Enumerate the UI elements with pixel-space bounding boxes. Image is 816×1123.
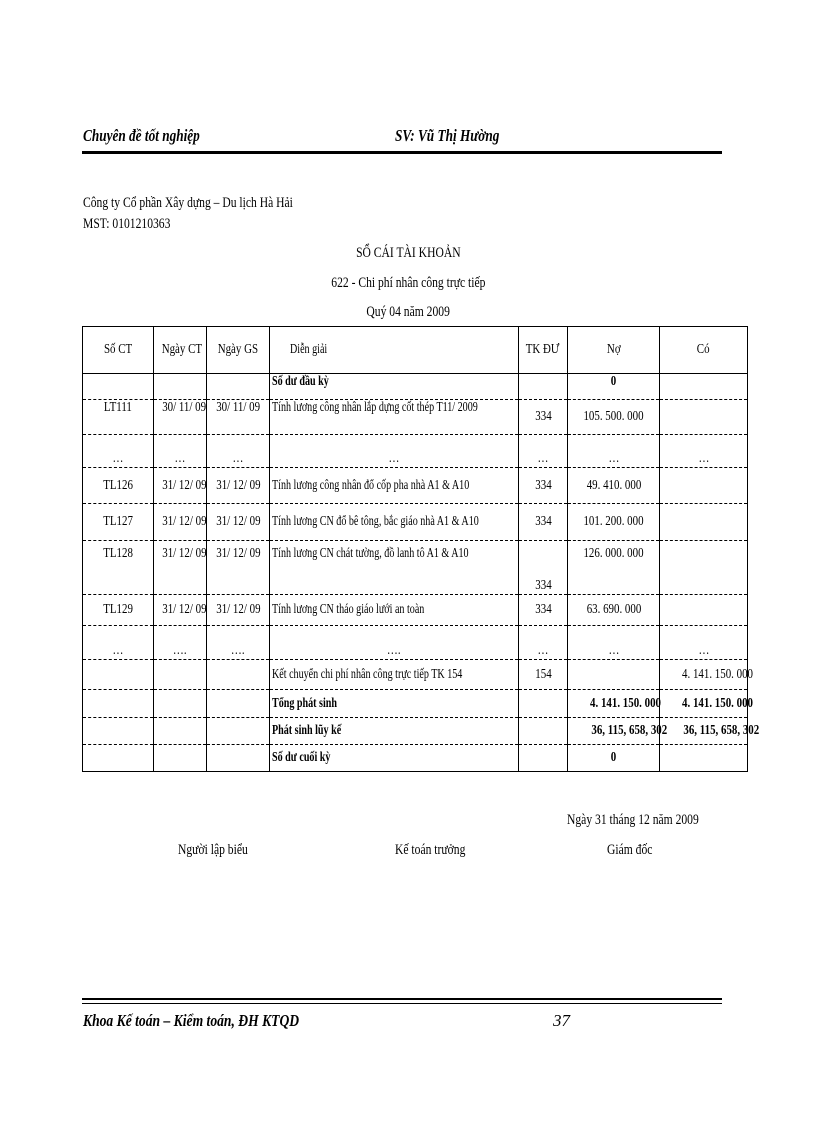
row-co: … — [698, 451, 709, 466]
row-dien-giai: Kết chuyển chi phí nhân công trực tiếp TK 154 — [272, 666, 463, 682]
table-row — [83, 626, 748, 660]
row-ngay-ct: 31/ 12/ 09 — [162, 546, 207, 561]
header-rule — [82, 151, 722, 154]
table-row-closing — [83, 745, 748, 772]
row-tk: 334 — [534, 602, 552, 617]
col-header-no: Nợ — [568, 327, 660, 374]
signature-preparer: Người lập biểu — [178, 842, 248, 858]
col-header-tk-du: TK ĐƯ — [519, 327, 568, 374]
row-co: … — [698, 643, 709, 658]
table-row-total — [83, 690, 748, 718]
row-so-ct: TL127 — [103, 514, 133, 529]
ledger-title: SỔ CÁI TÀI KHOẢN — [355, 245, 461, 261]
table-row — [83, 468, 748, 504]
row-tk: … — [537, 643, 549, 658]
col-header-co: Có — [660, 327, 748, 374]
company-tax-code: MST: 0101210363 — [83, 216, 171, 232]
row-tk: 334 — [534, 409, 552, 424]
row-tk: 154 — [534, 666, 552, 682]
row-ngay-ct: 30/ 11/ 09 — [162, 400, 207, 415]
page-number: 37 — [553, 1011, 570, 1030]
row-no: 49. 410. 000 — [586, 477, 641, 493]
row-so-ct: TL128 — [103, 546, 133, 561]
col-header-so-ct: Số CT — [83, 327, 154, 374]
total-no: 4. 141. 150. 000 — [590, 695, 661, 711]
ledger-table — [82, 326, 760, 772]
row-no: 63. 690. 000 — [586, 602, 641, 617]
footer-rule-thick — [82, 998, 722, 1000]
opening-label: Số dư đầu kỳ — [272, 374, 329, 389]
col-header-ngay-ct: Ngày CT — [154, 327, 207, 374]
row-ngay-gs: 31/ 12/ 09 — [215, 546, 261, 561]
row-ngay-gs: …. — [231, 643, 245, 658]
cumulative-label: Phát sinh lũy kế — [272, 723, 342, 738]
row-ngay-gs: 31/ 12/ 09 — [215, 602, 261, 617]
row-tk: 334 — [534, 578, 552, 593]
row-ngay-gs: 30/ 11/ 09 — [216, 400, 260, 415]
row-tk: … — [537, 451, 549, 466]
table-header-row — [83, 327, 748, 374]
row-dien-giai: Tính lương CN chát tường, đồ lanh tô A1 & A10 — [272, 546, 469, 561]
row-tk: 334 — [534, 477, 552, 493]
row-ngay-ct: 31/ 12/ 09 — [162, 602, 207, 617]
row-no: … — [608, 643, 619, 658]
row-dien-giai: Tính lương CN đổ bê tông, bắc giáo nhà A1 & A10 — [272, 514, 479, 529]
row-ngay-gs: 31/ 12/ 09 — [215, 477, 261, 493]
total-label: Tổng phát sinh — [272, 695, 338, 711]
col-header-dien-giai: Diễn giải — [270, 327, 519, 374]
row-dien-giai: … — [388, 451, 400, 466]
company-name: Công ty Cổ phần Xây dựng – Du lịch Hà Hải — [83, 195, 293, 211]
opening-no: 0 — [610, 374, 617, 389]
cumulative-no: 36, 115, 658, 302 — [591, 723, 668, 738]
row-ngay-ct: … — [174, 451, 186, 466]
ledger-account: 622 - Chi phí nhân công trực tiếp — [330, 275, 486, 291]
footer-rule-thin — [82, 1003, 722, 1004]
table-row — [83, 595, 748, 626]
row-no: 105. 500. 000 — [583, 409, 644, 424]
ledger-period: Quý 04 năm 2009 — [366, 304, 450, 320]
signature-chief-accountant: Kế toán trưởng — [395, 842, 466, 858]
row-dien-giai: Tính lương công nhân đổ cốp pha nhà A1 & A10 — [272, 477, 470, 493]
row-dien-giai: Tính lương công nhân lắp dựng cốt thép T11/ 2009 — [272, 400, 478, 415]
footer-faculty: Khoa Kế toán – Kiểm toán, ĐH KTQD — [83, 1011, 300, 1030]
signature-date: Ngày 31 tháng 12 năm 2009 — [567, 812, 699, 828]
row-so-ct: … — [112, 451, 124, 466]
header-student-name: SV: Vũ Thị Hường — [395, 126, 500, 145]
table-row-opening — [83, 374, 748, 400]
table-row-cumulative — [83, 718, 748, 745]
row-ngay-gs: … — [232, 451, 244, 466]
row-co: 4. 141. 150. 000 — [682, 666, 753, 682]
row-so-ct: TL129 — [103, 602, 133, 617]
closing-label: Số dư cuối kỳ — [272, 750, 331, 765]
row-no: 101. 200. 000 — [583, 514, 644, 529]
row-no: … — [608, 451, 619, 466]
row-ngay-gs: 31/ 12/ 09 — [215, 514, 261, 529]
row-so-ct: … — [112, 643, 124, 658]
total-co: 4. 141. 150. 000 — [682, 695, 753, 711]
table-row — [83, 504, 748, 541]
row-no: 126. 000. 000 — [583, 546, 644, 561]
row-ngay-ct: …. — [173, 643, 187, 658]
row-dien-giai: …. — [387, 643, 401, 658]
row-ngay-ct: 31/ 12/ 09 — [162, 477, 207, 493]
header-doc-title: Chuyên đề tốt nghiệp — [83, 126, 200, 145]
row-so-ct: TL126 — [103, 477, 133, 493]
table-row — [83, 660, 748, 690]
company-block — [83, 193, 293, 235]
cumulative-co: 36, 115, 658, 302 — [683, 723, 760, 738]
table-row — [83, 541, 748, 595]
row-dien-giai: Tính lương CN tháo giáo lưới an toàn — [272, 602, 425, 617]
col-header-ngay-gs: Ngày GS — [207, 327, 270, 374]
table-row — [83, 400, 748, 435]
signature-director: Giám đốc — [607, 842, 653, 858]
table-row — [83, 435, 748, 468]
closing-no: 0 — [610, 750, 617, 765]
row-ngay-ct: 31/ 12/ 09 — [162, 514, 207, 529]
row-so-ct: LT111 — [104, 400, 132, 415]
row-tk: 334 — [534, 514, 552, 529]
